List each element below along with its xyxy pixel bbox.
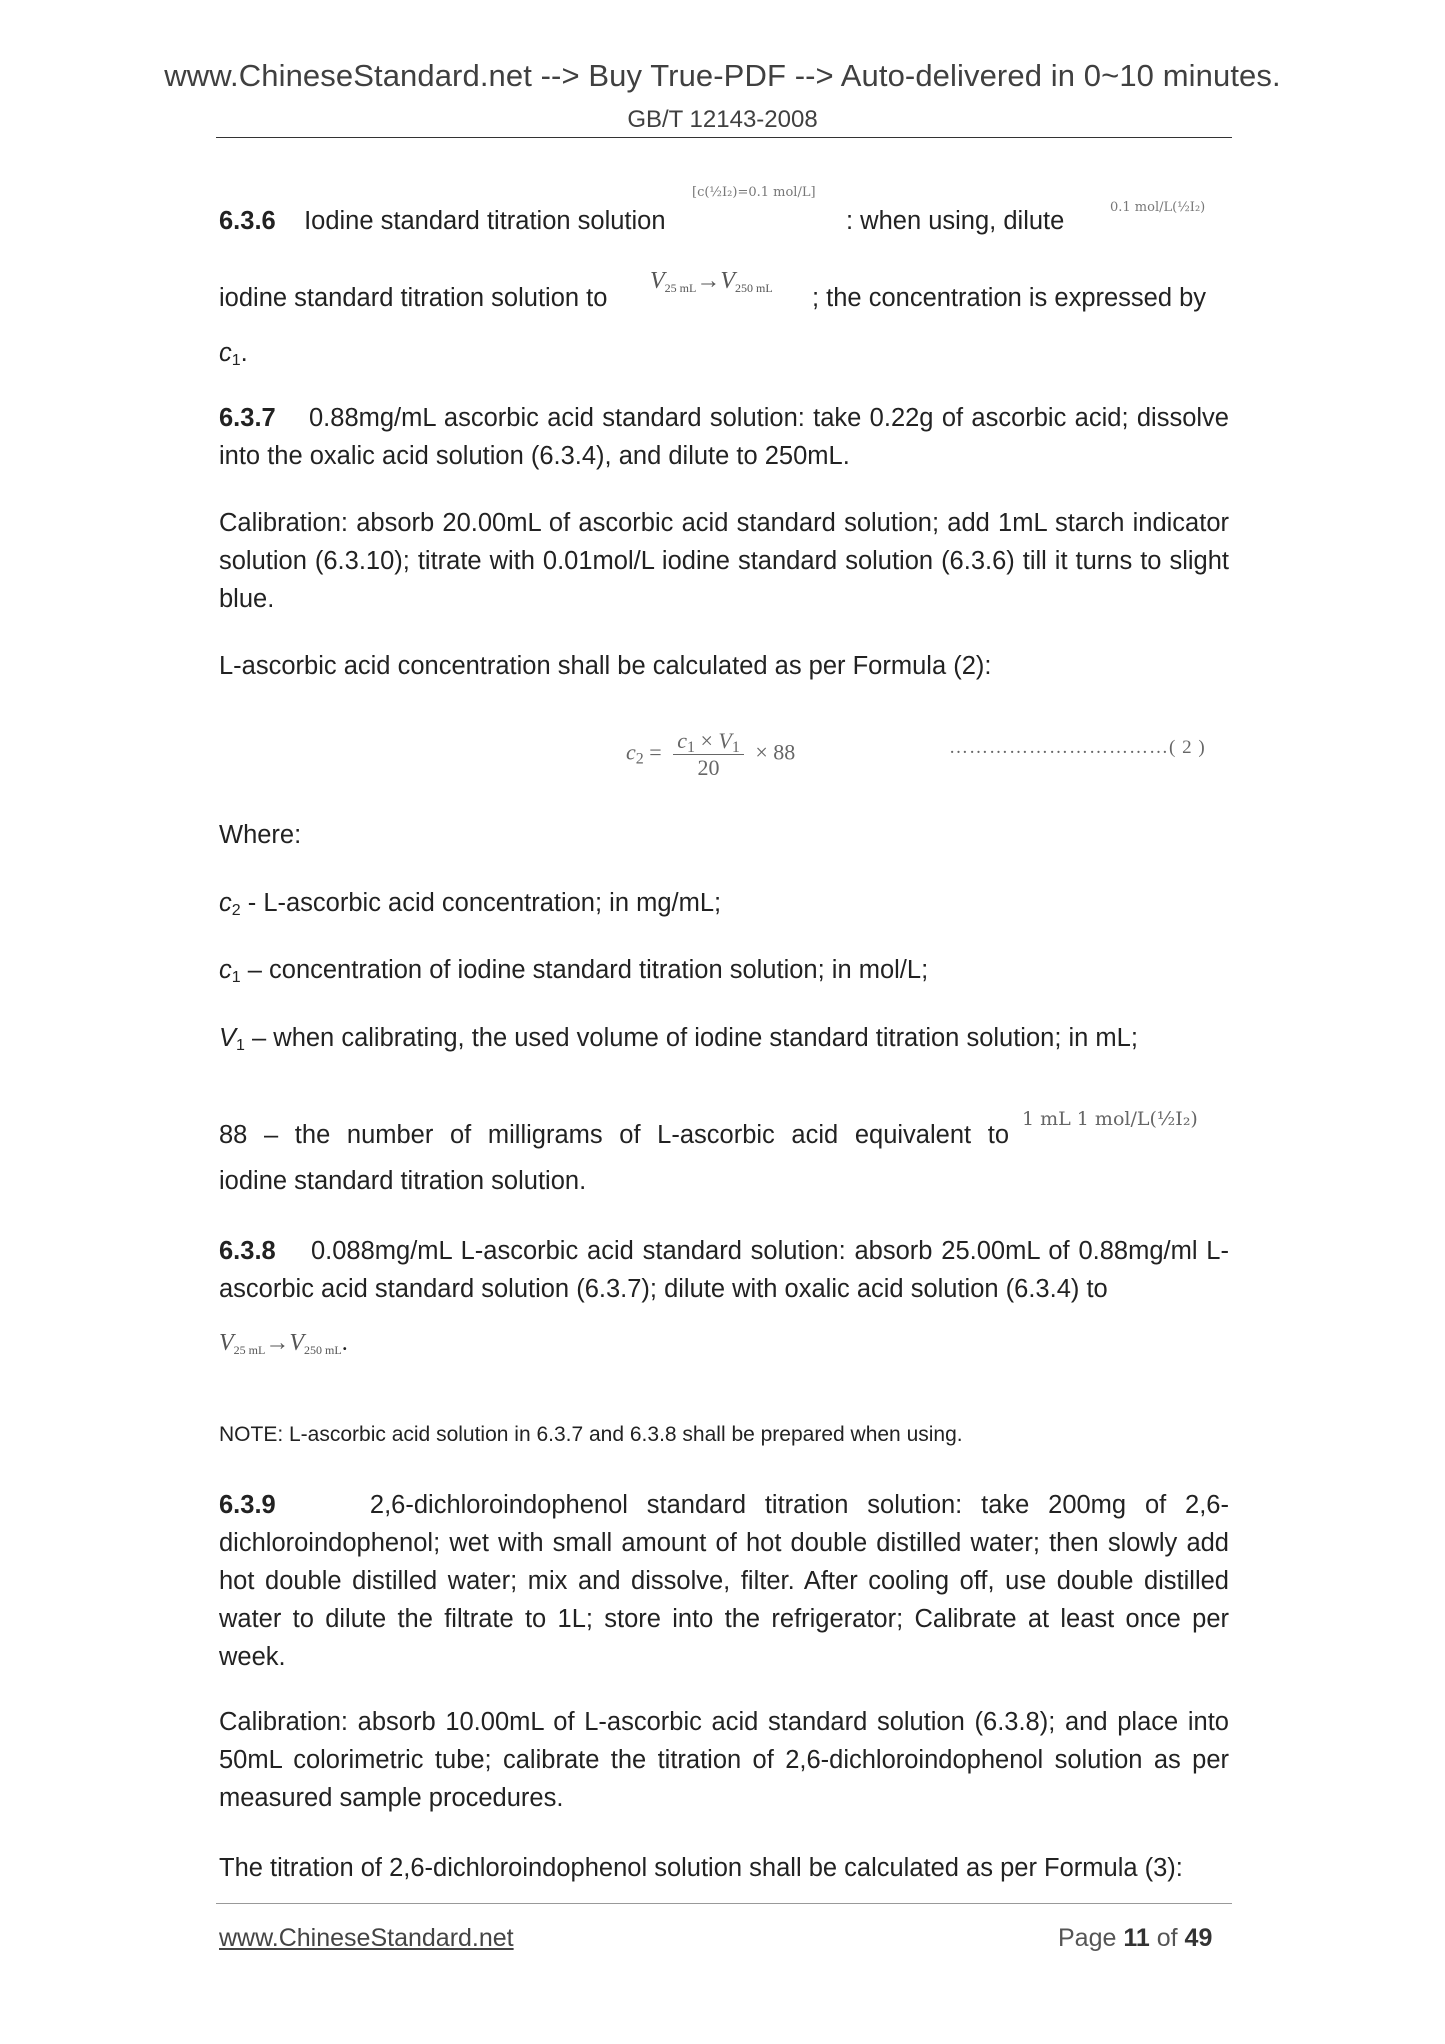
concentration-formula-image: [c(½I₂)=0.1 mol/L] <box>692 185 816 200</box>
footer-site-link[interactable]: www.ChineseStandard.net <box>219 1924 514 1952</box>
section-6-3-6-line3: $c_1$. <box>219 339 248 369</box>
section-number: 6.3.6 <box>219 207 276 235</box>
calibration-paragraph-2: Calibration: absorb 10.00mL of L-ascorbic acid standard solution (6.3.8); and place into 50mL colorimetric tube; calibrate the titration of 2,6-dichloroindophenol solution as per measured sample procedures. <box>219 1708 1229 1812</box>
header-banner[interactable]: www.ChineseStandard.net --> Buy True-PDF --> Auto-delivered in 0~10 minutes. <box>164 58 1281 93</box>
definition-88: 88 – the number of milligrams of L-ascorbic acid equivalent to <box>219 1121 1009 1149</box>
section-text: Iodine standard titration solution <box>304 207 666 235</box>
formula-2-intro: L-ascorbic acid concentration shall be calculated as per Formula (2): <box>219 652 992 680</box>
dilution-formula-image: 0.1 mol/L(½I₂) <box>1110 200 1206 215</box>
volume-dilution-expression: $V_{25 mL}\to V_{250 mL}$ <box>650 268 773 295</box>
section-6-3-6-line2: iodine standard titration solution to <box>219 284 608 312</box>
section-6-3-6 <box>219 202 1229 240</box>
page-indicator: Page 11 of 49 <box>1058 1924 1213 1952</box>
section-6-3-8: 6.3.8 0.088mg/mL L-ascorbic acid standard solution: absorb 25.00mL of 0.88mg/ml L-ascorbic acid standard solution (6.3.7); dilute with oxalic acid solution (6.3.4) to <box>219 1237 1229 1303</box>
definition-c1: $c_1$ – concentration of iodine standard titration solution; in mol/L; <box>219 956 929 986</box>
section-text-tail: ; the concentration is expressed by <box>812 284 1207 312</box>
section-6-3-9: 6.3.9 2,6-dichloroindophenol standard titration solution: take 200mg of 2,6-dichloroindophenol; wet with small amount of hot double distilled water; then slowly add hot double distilled water; mix and dissolve, filter. After cooling off, use double distilled water to dilute the filtrate to 1L; store into the refrigerator; Calibrate at least once per week. <box>219 1491 1229 1671</box>
definition-c2: $c_2$ - L-ascorbic acid concentration; in mg/mL; <box>219 889 722 919</box>
footer-rule <box>216 1903 1232 1904</box>
section-6-3-7: 6.3.7 0.88mg/mL ascorbic acid standard solution: take 0.22g of ascorbic acid; dissolve into the oxalic acid solution (6.3.4), and dilute to 250mL. <box>219 404 1229 470</box>
formula-2: $c_2$ = $\frac{c_1 \times V_1}{20}$ × 88 <box>626 728 796 780</box>
arrow-icon: → <box>696 268 721 294</box>
equivalence-formula-image: 1 mL 1 mol/L(½I₂) <box>1022 1108 1198 1130</box>
formula-3-intro: The titration of 2,6-dichloroindophenol solution shall be calculated as per Formula (3): <box>219 1854 1183 1882</box>
formula-fraction: $\frac{c_1 \times V_1}{20}$ <box>673 728 744 781</box>
where-label: Where: <box>219 821 302 849</box>
note: NOTE: L-ascorbic acid solution in 6.3.7 and 6.3.8 shall be prepared when using. <box>219 1423 963 1446</box>
header-rule <box>216 137 1232 138</box>
definition-88-line2: iodine standard titration solution. <box>219 1167 587 1195</box>
calibration-paragraph-1: Calibration: absorb 20.00mL of ascorbic acid standard solution; add 1mL starch indicator solution (6.3.10); titrate with 0.01mol/L iodine standard solution (6.3.6) till it turns to slight blue. <box>219 509 1229 613</box>
standard-number: GB/T 12143-2008 <box>627 106 818 133</box>
arrow-icon: → <box>265 1330 290 1356</box>
formula-2-label: ……………………………( 2 ) <box>949 737 1206 758</box>
volume-dilution-expression-2: $V_{25 mL}\to V_{250 mL}$. <box>219 1330 348 1357</box>
section-text-continued: : when using, dilute <box>846 207 1065 235</box>
definition-v1: $V_1$ – when calibrating, the used volume of iodine standard titration solution; in mL; <box>219 1024 1138 1054</box>
